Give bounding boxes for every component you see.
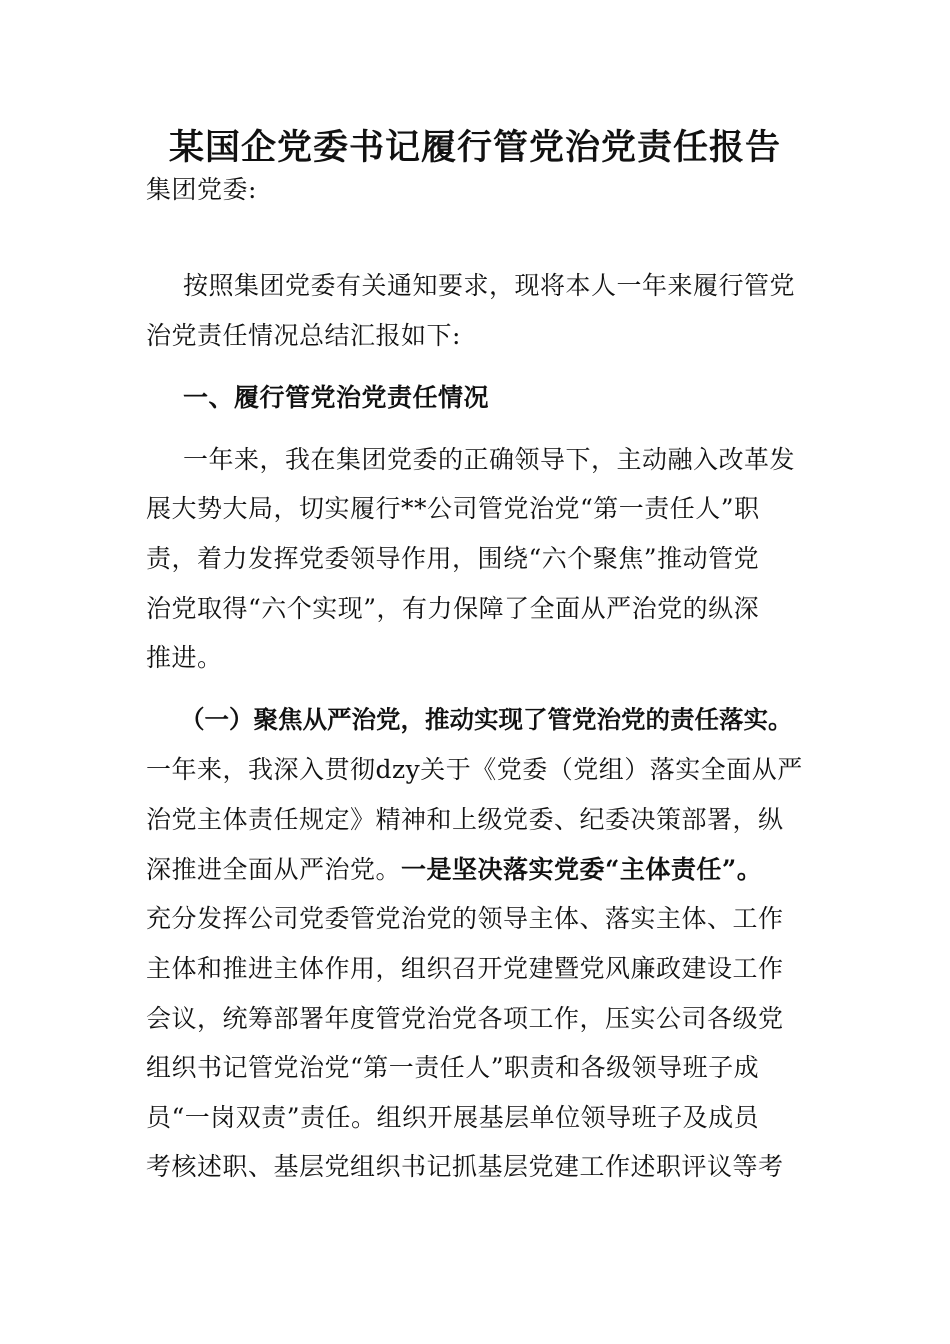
subheading-1: （一）聚焦从严治党，推动实现了管党治党的责任落实。: [180, 705, 793, 734]
paragraph-2-line-3-bold: 一是坚决落实党委“主体责任”。: [401, 855, 763, 884]
paragraph-2-line-3-normal: 深推进全面从严治党。: [146, 855, 402, 884]
section-heading-1: 一、履行管党治党责任情况: [183, 383, 490, 412]
paragraph-3-line-2: 主体和推进主体作用，组织召开党建暨党风廉政建设工作: [146, 954, 784, 983]
document-title: 某国企党委书记履行管党治党责任报告: [168, 127, 781, 168]
paragraph-3-line-3: 会议，统筹部署年度管党治党各项工作，压实公司各级党: [146, 1004, 784, 1033]
paragraph-2-line-2: 治党主体责任规定》精神和上级党委、纪委决策部署，纵: [146, 805, 784, 834]
intro-line-1: 按照集团党委有关通知要求，现将本人一年来履行管党: [183, 271, 796, 300]
paragraph-1-line-4: 治党取得“六个实现”，有力保障了全面从严治党的纵深: [146, 594, 760, 623]
intro-line-2: 治党责任情况总结汇报如下:: [146, 321, 461, 350]
paragraph-1-line-3: 责，着力发挥党委领导作用，围绕“六个聚焦”推动管党: [146, 544, 760, 573]
salutation: 集团党委:: [146, 175, 257, 204]
paragraph-2-line-3: [146, 850, 762, 890]
paragraph-1-line-2: 展大势大局，切实履行**公司管党治党“第一责任人”职: [146, 494, 760, 523]
paragraph-3-line-5: 员“一岗双责”责任。组织开展基层单位领导班子及成员: [146, 1103, 760, 1132]
paragraph-2-line-1: 一年来，我深入贯彻dzy关于《党委（党组）落实全面从严: [146, 755, 803, 784]
paragraph-3-line-1: 充分发挥公司党委管党治党的领导主体、落实主体、工作: [146, 904, 784, 933]
paragraph-3-line-4: 组织书记管党治党“第一责任人”职责和各级领导班子成: [146, 1053, 760, 1082]
paragraph-1-line-1: 一年来，我在集团党委的正确领导下，主动融入改革发: [183, 445, 796, 474]
paragraph-3-line-6: 考核述职、基层党组织书记抓基层党建工作述职评议等考: [146, 1152, 784, 1181]
paragraph-1-line-5: 推进。: [146, 643, 223, 672]
